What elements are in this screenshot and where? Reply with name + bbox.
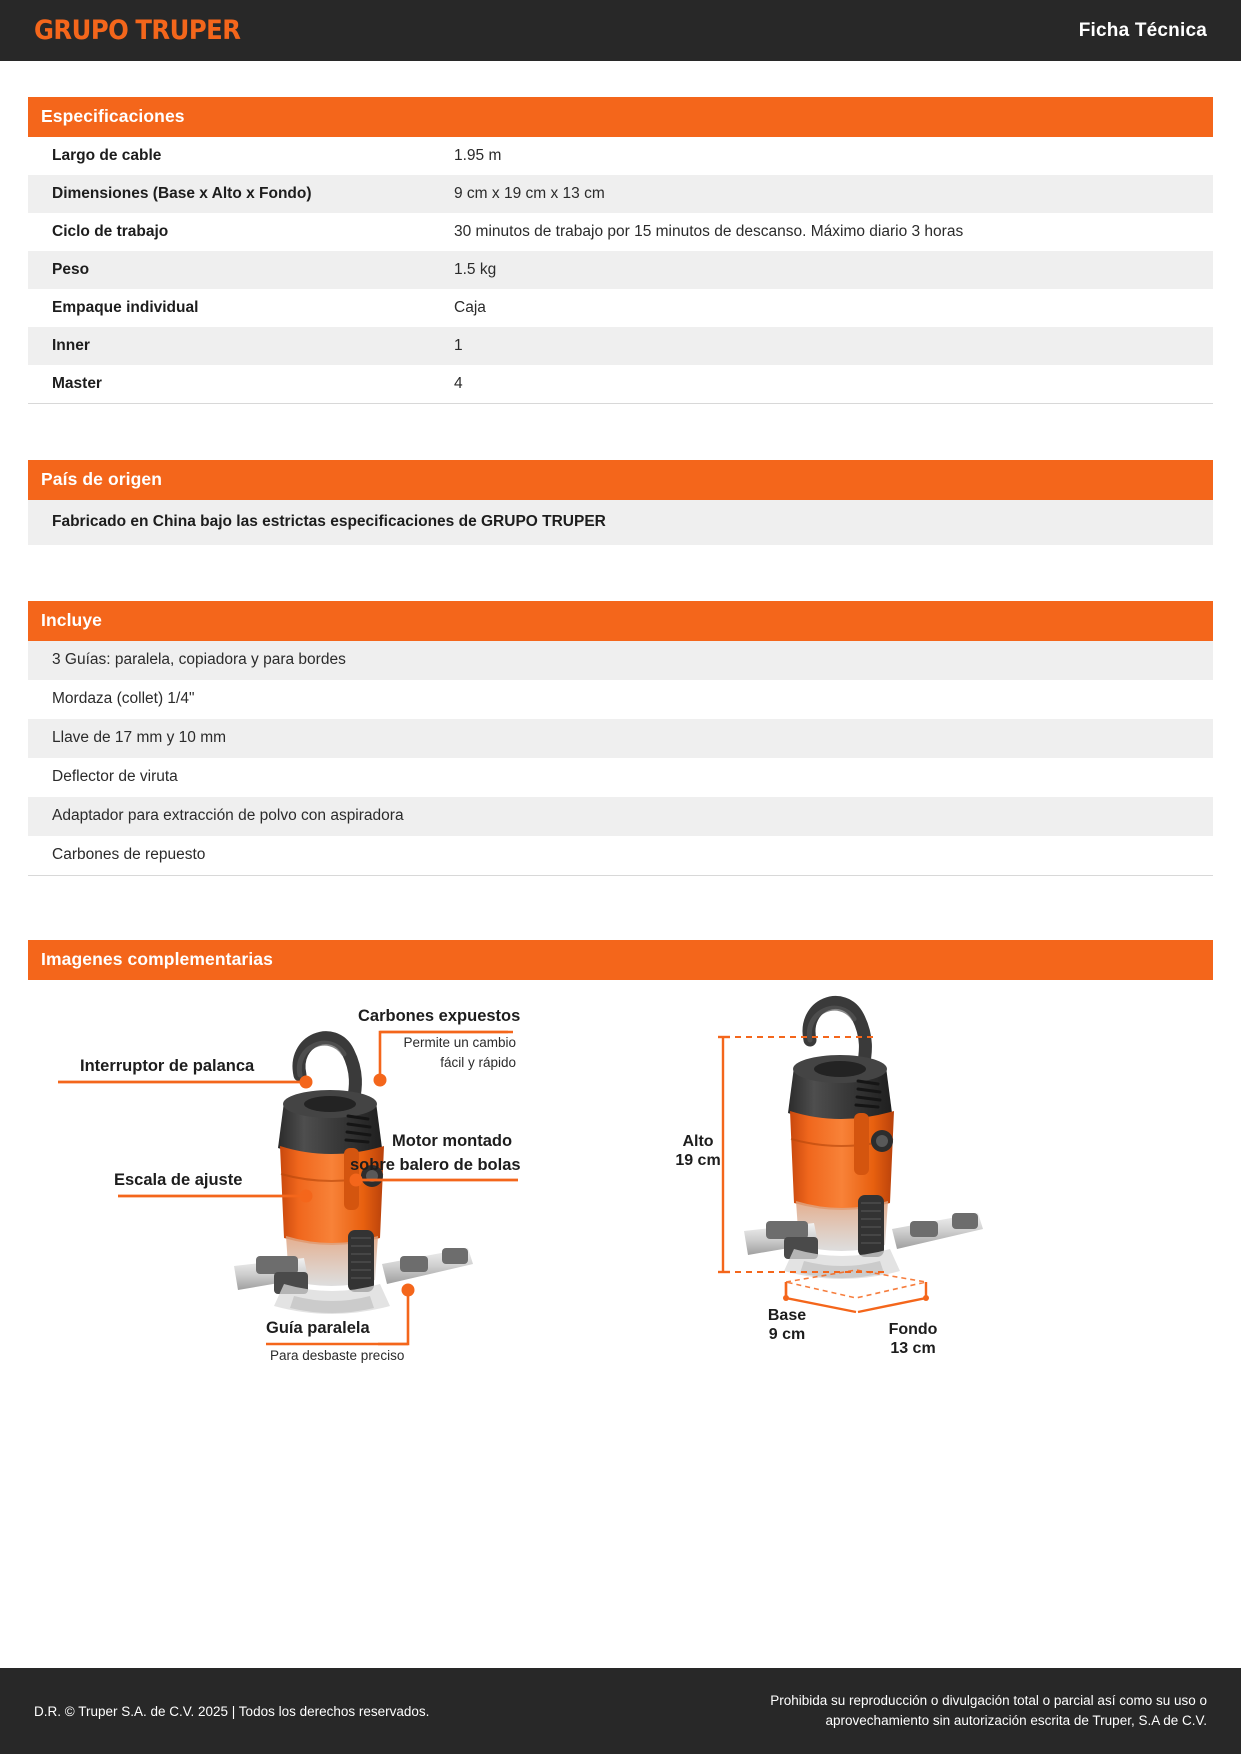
spec-value: 1.95 m: [454, 147, 502, 164]
callout-label-guia-paralela: Guía paralela: [266, 1319, 370, 1337]
dimensions-diagram: [638, 980, 1198, 1450]
callout-label-motor-montado-line2: sobre balero de bolas: [350, 1156, 521, 1174]
list-item: Adaptador para extracción de polvo con aspiradora: [28, 797, 1213, 836]
footer-legal-line2: aprovechamiento sin autorización escrita de Truper, S.A de C.V.: [825, 1713, 1207, 1728]
list-item: 3 Guías: paralela, copiadora y para bordes: [28, 641, 1213, 680]
logo-text-grupo: GRUPO: [34, 15, 129, 46]
spec-value: 1: [454, 337, 463, 354]
dimension-alto-value: 19 cm: [675, 1152, 721, 1170]
logo-text-truper: TRUPER: [135, 15, 241, 46]
table-row: [28, 213, 1213, 251]
table-row: [28, 365, 1213, 403]
dimension-base-name: Base: [767, 1307, 807, 1324]
router-tool-illustration-dimensions: [744, 1002, 983, 1279]
feature-diagram-svg: [48, 980, 608, 1450]
spec-value: 9 cm x 19 cm x 13 cm: [454, 185, 605, 202]
footer-copyright: D.R. © Truper S.A. de C.V. 2025 | Todos los derechos reservados.: [34, 1703, 430, 1719]
page-header: [0, 0, 1241, 61]
dimension-base-value: 9 cm: [768, 1326, 806, 1344]
origin-text: Fabricado en China bajo las estrictas especificaciones de GRUPO TRUPER: [28, 500, 1213, 545]
spec-value: 4: [454, 375, 463, 392]
section-header-imagenes-complementarias: Imagenes complementarias: [28, 940, 1213, 980]
table-row: [28, 327, 1213, 365]
callout-sub-carbones-line1: Permite un cambio: [403, 1035, 516, 1050]
table-row: [28, 137, 1213, 175]
callout-label-escala-de-ajuste: Escala de ajuste: [114, 1171, 243, 1189]
callout-sub-carbones-line2: fácil y rápido: [440, 1055, 516, 1070]
spec-value: 1.5 kg: [454, 261, 497, 278]
callout-label-carbones-expuestos: Carbones expuestos: [358, 1007, 521, 1025]
list-item: Deflector de viruta: [28, 758, 1213, 797]
dimension-label-alto: [648, 1132, 748, 1170]
footer-legal: [770, 1691, 1207, 1730]
page-footer: [0, 1668, 1241, 1754]
table-row: [28, 251, 1213, 289]
brand-logo: [34, 15, 240, 46]
spec-key: Empaque individual: [52, 299, 199, 316]
dimension-label-fondo: [866, 1320, 960, 1358]
spec-key: Master: [52, 375, 102, 392]
list-item: Mordaza (collet) 1/4": [28, 680, 1213, 719]
dimension-label-base: [742, 1306, 832, 1344]
section-header-especificaciones: Especificaciones: [28, 97, 1213, 137]
complementary-images: [28, 980, 1213, 1450]
dimension-fondo-value: 13 cm: [890, 1340, 936, 1358]
table-row: [28, 175, 1213, 213]
dimension-fondo-name: Fondo: [888, 1321, 938, 1338]
section-header-pais-de-origen: País de origen: [28, 460, 1213, 500]
table-row: [28, 289, 1213, 327]
callout-label-interruptor-de-palanca: Interruptor de palanca: [80, 1057, 255, 1075]
list-item: Carbones de repuesto: [28, 836, 1213, 875]
specifications-table: [28, 137, 1213, 403]
feature-diagram: [48, 980, 608, 1450]
list-item: Llave de 17 mm y 10 mm: [28, 719, 1213, 758]
footer-legal-line1: Prohibida su reproducción o divulgación total o parcial así como su uso o: [770, 1693, 1207, 1709]
dimension-alto-name: Alto: [682, 1133, 714, 1150]
includes-list: [28, 641, 1213, 875]
document-type-title: Ficha Técnica: [1078, 19, 1207, 41]
spec-value: Caja: [454, 299, 486, 316]
spec-key: Peso: [52, 261, 90, 278]
spec-key: Ciclo de trabajo: [52, 223, 169, 240]
callout-sub-guia-paralela: Para desbaste preciso: [270, 1348, 405, 1363]
section-header-incluye: Incluye: [28, 601, 1213, 641]
spec-key: Largo de cable: [52, 147, 162, 164]
spec-value: 30 minutos de trabajo por 15 minutos de descanso. Máximo diario 3 horas: [454, 223, 964, 240]
dimensions-diagram-svg: [638, 980, 1198, 1450]
spec-key: Inner: [52, 337, 90, 354]
spec-key: Dimensiones (Base x Alto x Fondo): [52, 185, 312, 202]
callout-label-motor-montado: Motor montado: [392, 1132, 513, 1150]
